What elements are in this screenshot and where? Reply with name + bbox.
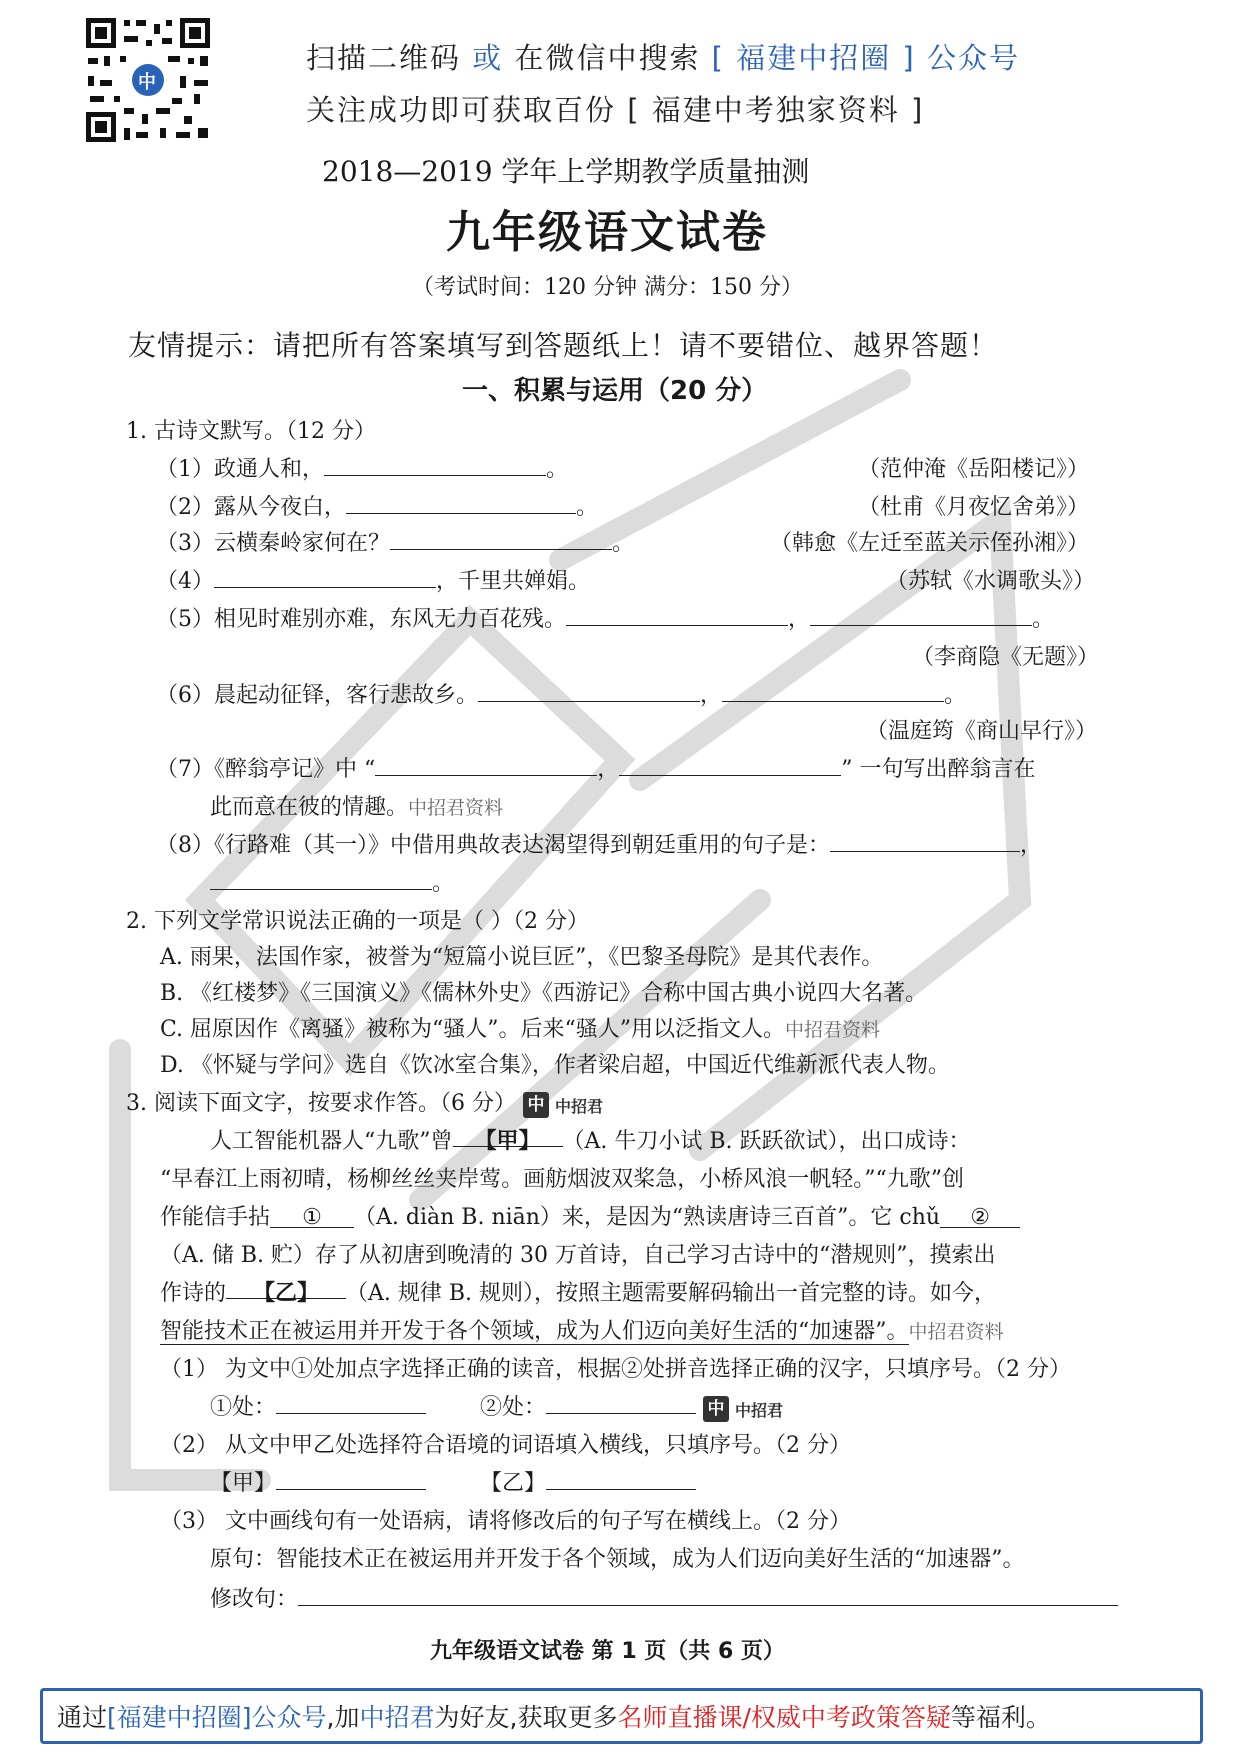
answer-blank[interactable] [830,829,1020,852]
q2-option-d: D. 《怀疑与学问》选自《饮冰室合集》，作者梁启超，中国近代维新派代表人物。 [160,1053,950,1078]
q1-item-5-source: （李商隐《无题》） [912,645,1100,670]
q1-item-1: （1）政通人和， 。 [156,452,568,483]
q1-item-6-source: （温庭筠《商山早行》） [866,719,1098,744]
q3-fix-line: 修改句： [210,1582,1118,1613]
watermark-text: 中招君资料 [908,1321,1004,1343]
answer-blank[interactable] [346,491,576,514]
blank-jia[interactable]: 【甲】 [453,1124,563,1147]
q3-passage-line-4: （A. 储 B. 贮）存了从初唐到晚清的 30 万首诗，自己学习古诗中的“潜规则”，摸索出 [160,1243,996,1268]
q1-item-8-line2: 。 [210,866,454,897]
q2-option-c: C. 屈原因作《离骚》被称为“骚人”。后来“骚人”用以泛指文人。中招君资料 [160,1017,881,1042]
answer-blank[interactable] [375,753,597,776]
q3-passage-line-5: 作诗的 【乙】 （A. 规律 B. 规则），按照主题需要解码输出一首完整的诗。如今， [160,1276,996,1307]
q1-item-1-source: （范仲淹《岳阳楼记》） [858,457,1090,482]
watermark-text: 中招君资料 [408,797,504,819]
q3-sub-2: （2） 从文中甲乙处选择符合语境的词语填入横线，只填序号。（2 分） [160,1433,851,1458]
q3-original-sentence: 原句：智能技术正在被运用并开发于各个领域，成为人们迈向美好生活的“加速器”。 [210,1547,1025,1572]
answer-blank[interactable] [566,603,788,626]
qr-code [84,16,212,144]
answer-blank[interactable] [214,565,436,588]
q1-item-7: （7）《醉翁亭记》中 “ ， ” 一句写出醉翁言在 [156,752,1036,783]
blank-yi[interactable]: 【乙】 [226,1276,346,1299]
q3-passage-line-1: 人工智能机器人“九歌”曾 【甲】 （A. 牛刀小试 B. 跃跃欲试），出口成诗： [210,1124,971,1155]
answer-blank[interactable] [210,867,432,890]
header-line-2: 关注成功即可获取百份 [ 福建中考独家资料 ] [306,93,925,127]
answer-blank[interactable] [722,679,944,702]
q1-item-7-line2: 此而意在彼的情趣。中招君资料 [210,795,504,820]
answer-blank[interactable] [298,1583,1118,1606]
q1-item-6: （6）晨起动征铎，客行悲故乡。 ， 。 [156,678,966,709]
q2-option-b: B. 《红楼梦》《三国演义》《儒林外史》《西游记》合称中国古典小说四大名著。 [160,981,928,1006]
zhong-logo-icon: 中 [523,1092,549,1118]
q1-item-3: （3）云横秦岭家何在？ 。 [156,526,634,557]
section-heading: 一、积累与运用（20 分） [462,376,768,406]
q1-item-2: （2）露从今夜白， 。 [156,490,598,521]
answer-blank[interactable] [276,1467,426,1490]
exam-tip: 友情提示：请把所有答案填写到答题纸上！请不要错位、越界答题！ [128,329,999,362]
page-number: 九年级语文试卷 第 1 页（共 6 页） [430,1639,785,1664]
q3-sub-1: （1） 为文中①处加点字选择正确的读音，根据②处拼音选择正确的汉字，只填序号。（2 分） [160,1357,1071,1382]
zhong-logo-icon: 中 [703,1396,729,1422]
answer-blank[interactable] [810,603,1032,626]
watermark-text: 中招君资料 [785,1019,881,1041]
q1-item-3-source: （韩愈《左迁至蓝关示侄孙湘》） [770,531,1090,556]
q1-item-4: （4） ，千里共婵娟。 [156,564,590,595]
exam-meta: （考试时间：120 分钟 满分：150 分） [412,275,803,300]
q1-stem: 1. 古诗文默写。（12 分） [126,419,376,444]
answer-blank[interactable] [478,679,700,702]
promo-banner[interactable]: 通过 [福建中招圈]公众号 ,加 中招君 为好友,获取更多 名师直播课/权威中考政策答疑 等福利。 [40,1688,1203,1744]
zhongzhaojun-badge: 中 中招君 [703,1396,783,1422]
q2-stem: 2. 下列文学常识说法正确的一项是（ ）（2 分） [126,909,589,934]
q3-sub-3: （3） 文中画线句有一处语病，请将修改后的句子写在横线上。（2 分） [160,1509,851,1534]
q1-item-2-source: （杜甫《月夜忆舍弟》） [858,495,1090,520]
q2-option-a: A. 雨果，法国作家，被誉为“短篇小说巨匠”，《巴黎圣母院》是其代表作。 [160,945,884,970]
answer-blank[interactable] [390,527,612,550]
q1-item-8: （8）《行路难（其一）》中借用典故表达渴望得到朝廷重用的句子是： ， [156,828,1042,859]
q3-sub-2-answers: 【甲】 【乙】 [210,1466,696,1497]
q3-sub-1-answers: ①处： ②处： 中 中招君 [210,1390,783,1422]
qr-badge-text: 中 [138,72,156,93]
q3-passage-line-6 [160,1314,1004,1345]
blank-2[interactable]: ② [940,1205,1020,1228]
answer-blank[interactable] [619,753,841,776]
q1-item-5: （5）相见时难别亦难，东风无力百花残。 ， 。 [156,602,1054,633]
exam-subtitle: 2018—2019 学年上学期教学质量抽测 [322,155,810,188]
blank-1[interactable]: ① [270,1205,354,1228]
q3-passage-line-3: 作能信手拈 ① （A. diàn B. niān）来，是因为“熟读唐诗三百首”。它 chǔ ② [160,1200,1020,1231]
underlined-sentence: 智能技术正在被运用并开发于各个领域，成为人们迈向美好生活的“加速器”。 [160,1319,909,1344]
exam-title: 九年级语文试卷 [446,207,768,258]
q1-item-4-source: （苏轼《水调歌头》） [886,569,1096,594]
answer-blank[interactable] [276,1391,426,1414]
zhongzhaojun-badge: 中 中招君 [523,1092,603,1118]
answer-blank[interactable] [546,1391,696,1414]
header-line-1: 扫描二维码 或 在微信中搜索 [ 福建中招圈 ] 公众号 [306,41,1020,75]
q3-stem: 3. 阅读下面文字，按要求作答。（6 分） 中 中招君 [126,1091,603,1116]
answer-blank[interactable] [546,1467,696,1490]
q3-passage-line-2: “早春江上雨初晴，杨柳丝丝夹岸莺。画舫烟波双桨急，小桥风浪一帆轻。”“九歌”创 [160,1167,964,1192]
answer-blank[interactable] [324,453,546,476]
